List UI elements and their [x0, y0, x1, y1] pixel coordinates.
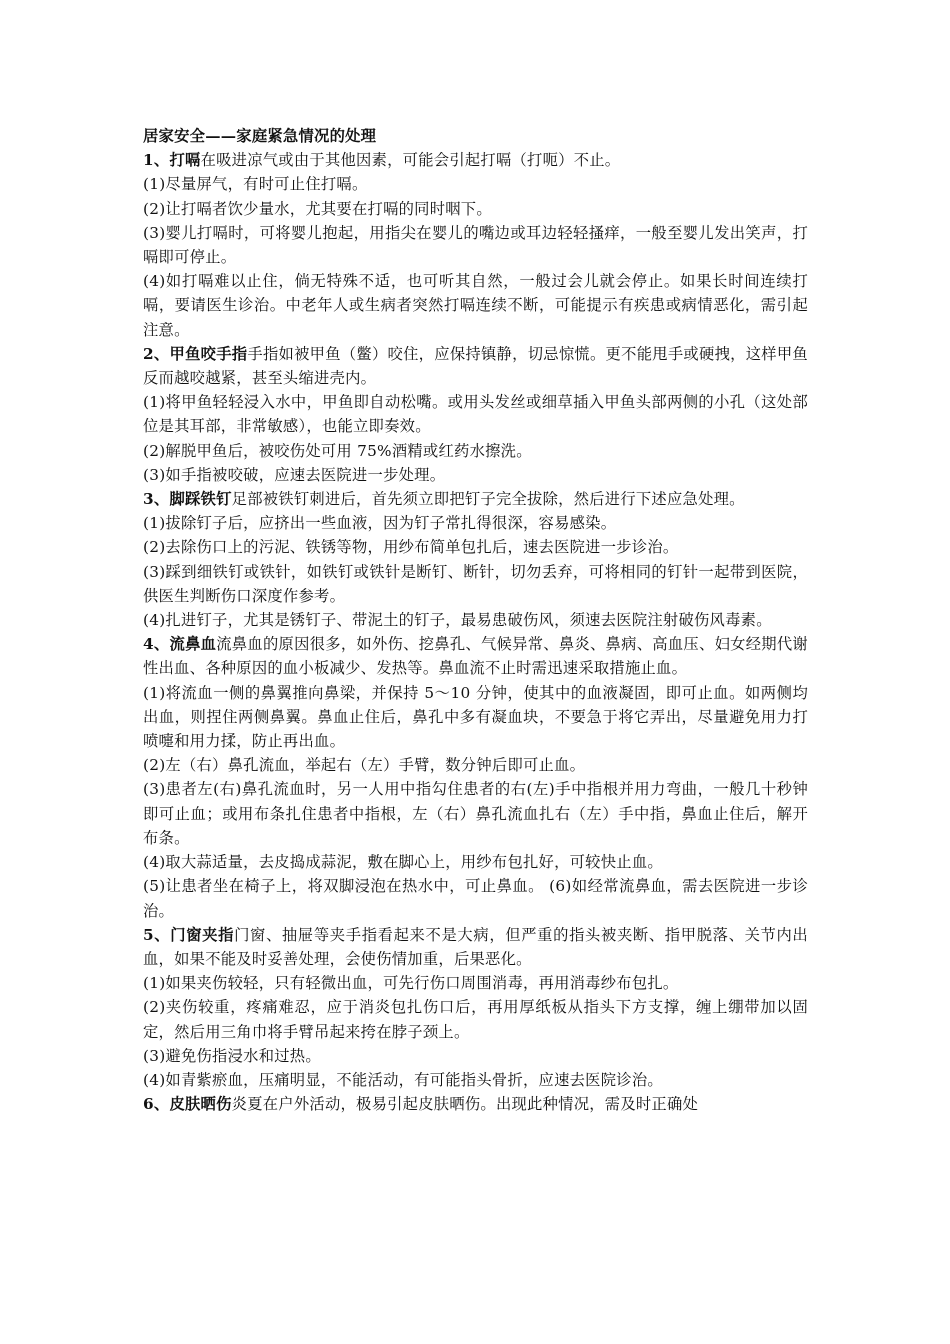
list-item: (3)婴儿打嗝时，可将婴儿抱起，用指尖在婴儿的嘴边或耳边轻轻搔痒，一般至婴儿发出笑声，打嗝即可停止。 [143, 223, 808, 267]
section-heading [143, 1092, 808, 1116]
list-item: (5)让患者坐在椅子上，将双脚浸泡在热水中，可止鼻血。 (6)如经常流鼻血，需去医院进一步诊治。 [143, 877, 808, 920]
section-heading [143, 487, 808, 511]
section-title: 甲鱼咬手指 [169, 344, 248, 363]
list-item: (1)将甲鱼轻轻浸入水中，甲鱼即自动松嘴。或用头发丝或细草插入甲鱼头部两侧的小孔（这处部位是其耳部，非常敏感），也能立即奏效。 [143, 393, 808, 436]
list-item: (3)踩到细铁钉或铁针，如铁钉或铁针是断钉、断针，切勿丢弃，可将相同的钉针一起带到医院，供医生判断伤口深度作参考。 [143, 562, 808, 605]
list-item: (4)如打嗝难以止住，倘无特殊不适，也可听其自然，一般过会儿就会停止。如果长时间连续打嗝，要请医生诊治。中老年人或生病者突然打嗝连续不断，可能提示有疾患或病情恶化，需引起注意。 [143, 272, 808, 339]
list-item: (2)让打嗝者饮少量水，尤其要在打嗝的同时咽下。 [143, 199, 492, 218]
list-item: (4)取大蒜适量，去皮捣成蒜泥，敷在脚心上，用纱布包扎好，可较快止血。 [143, 853, 663, 872]
list-item: (3)患者左(右)鼻孔流血时，另一人用中指勾住患者的右(左)手中指根并用力弯曲，一般几十秒钟即可止血；或用布条扎住患者中指根，左（右）鼻孔流血扎右（左）手中指，鼻血止住后，解开布条。 [143, 780, 808, 847]
section-title: 脚踩铁钉 [169, 490, 232, 509]
section-heading [143, 632, 808, 680]
list-item: (2)去除伤口上的污泥、铁锈等物，用纱布简单包扎后，速去医院进一步诊治。 [143, 538, 679, 557]
list-item: (1)尽量屏气，有时可止住打嗝。 [143, 175, 368, 194]
section-intro: 门窗、抽屉等夹手指看起来不是大病，但严重的指头被夹断、指甲脱落、关节内出血，如果不能及时妥善处理，会使伤情加重，后果恶化。 [143, 925, 808, 968]
section-intro: 手指如被甲鱼（鳖）咬住，应保持镇静，切忌惊慌。更不能甩手或硬拽，这样甲鱼反而越咬越紧，甚至头缩进壳内。 [143, 344, 808, 388]
section-number: 4、 [143, 635, 170, 654]
section-intro: 流鼻血的原因很多，如外伤、挖鼻孔、气候异常、鼻炎、鼻病、高血压、妇女经期代谢性出血、各种原因的血小板减少、发热等。鼻血流不止时需迅速采取措施止血。 [143, 635, 808, 678]
list-item: (1)如果夹伤较轻，只有轻微出血，可先行伤口周围消毒，再用消毒纱布包扎。 [143, 974, 679, 993]
section-number: 1、 [143, 151, 170, 170]
section-title: 流鼻血 [169, 635, 217, 654]
section-heading [143, 342, 808, 390]
list-item: (2)解脱甲鱼后，被咬伤处可用 75%酒精或红药水擦洗。 [143, 441, 532, 460]
section-title: 打嗝 [169, 151, 201, 170]
section-number: 5、 [143, 925, 171, 944]
section-number: 3、 [143, 490, 170, 509]
list-item: (1)将流血一侧的鼻翼推向鼻梁，并保持 5～10 分钟，使其中的血液凝固，即可止血。如两侧均出血，则捏住两侧鼻翼。鼻血止住后，鼻孔中多有凝血块，不要急于将它弄出，尽量避免用力打喷嚏和用力揉，防止再出血。 [143, 683, 808, 751]
section-title: 门窗夹指 [170, 925, 235, 944]
section-intro: 足部被铁钉刺进后，首先须立即把钉子完全拔除，然后进行下述应急处理。 [231, 490, 745, 509]
document-page [143, 124, 808, 1116]
section-title: 皮肤晒伤 [169, 1095, 232, 1114]
section-number: 6、 [143, 1095, 170, 1114]
list-item: (2)夹伤较重，疼痛难忍，应于消炎包扎伤口后，再用厚纸板从指头下方支撑，缠上绷带加以固定，然后用三角巾将手臂吊起来挎在脖子颈上。 [143, 998, 808, 1041]
list-item: (3)如手指被咬破，应速去医院进一步处理。 [143, 465, 446, 484]
list-item: (4)如青紫瘀血，压痛明显，不能活动，有可能指头骨折，应速去医院诊治。 [143, 1070, 663, 1089]
list-item: (3)避免伤指浸水和过热。 [143, 1046, 321, 1065]
section-heading [143, 923, 808, 971]
document-title: 居家安全——家庭紧急情况的处理 [143, 127, 377, 145]
section-number: 2、 [143, 344, 170, 363]
section-heading [143, 148, 808, 172]
section-intro: 炎夏在户外活动，极易引起皮肤晒伤。出现此种情况，需及时正确处 [231, 1095, 699, 1114]
list-item: (4)扎进钉子，尤其是锈钉子、带泥土的钉子，最易患破伤风，须速去医院注射破伤风毒素。 [143, 611, 772, 630]
list-item: (2)左（右）鼻孔流血，举起右（左）手臂，数分钟后即可止血。 [143, 756, 586, 775]
list-item: (1)拔除钉子后，应挤出一些血液，因为钉子常扎得很深，容易感染。 [143, 514, 617, 533]
section-intro: 在吸进凉气或由于其他因素，可能会引起打嗝（打呃）不止。 [200, 151, 621, 170]
